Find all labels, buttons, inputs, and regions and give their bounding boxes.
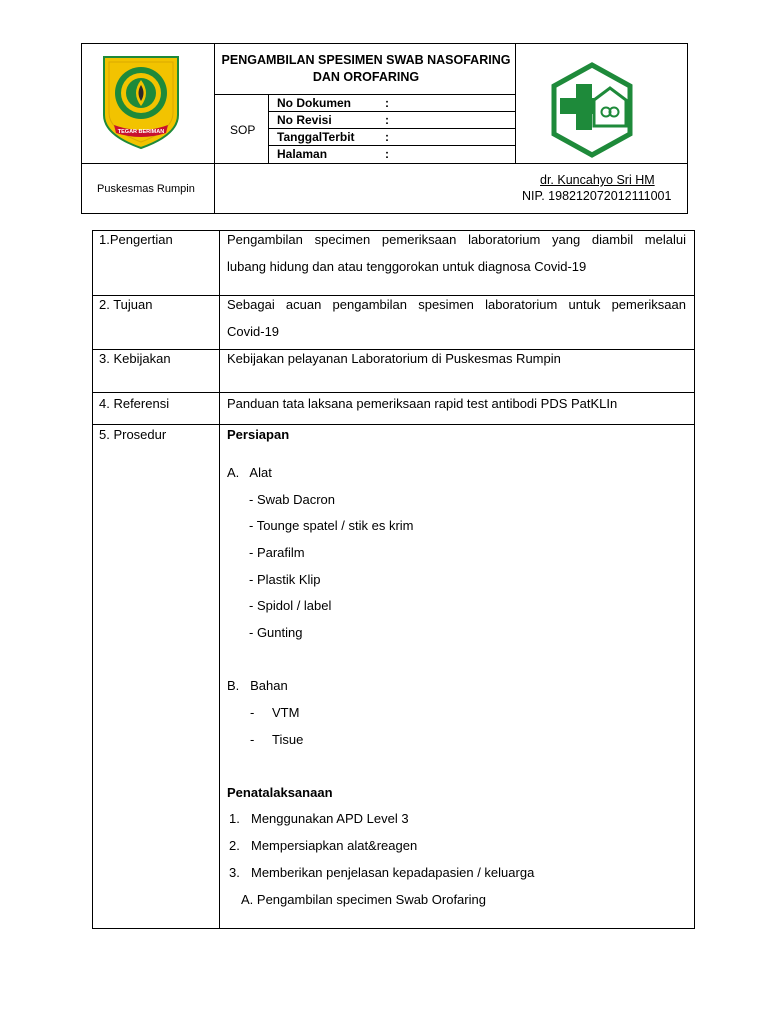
bahan-heading: B. Bahan [227, 678, 288, 693]
tujuan-line-1: Sebagai acuan pengambilan spesimen laboratorium untuk pemeriksaan [227, 297, 686, 312]
row-label-prosedur: 5. Prosedur [99, 427, 167, 442]
signer-nip: NIP. 198212072012111001 [522, 189, 672, 203]
header-border-bottom [81, 213, 688, 214]
document-title: PENGAMBILAN SPESIMEN SWAB NASOFARING DAN OROFARING [221, 53, 511, 84]
step-text: Memberikan penjelasan kepadapasien / keluarga [251, 865, 535, 880]
referensi-text: Panduan tata laksana pemeriksaan rapid test antibodi PDS PatKLIn [227, 396, 618, 411]
alat-item: - Plastik Klip [249, 572, 321, 587]
logo-motto: TEGAR BERIMAN [117, 129, 165, 135]
penatalaksanaan-heading: Penatalaksanaan [227, 785, 333, 800]
meta-sep-tanggal: : [385, 130, 389, 144]
step-text: Menggunakan APD Level 3 [251, 811, 409, 826]
kebijakan-text: Kebijakan pelayanan Laboratorium di Puskesmas Rumpin [227, 351, 561, 366]
signer-name: dr. Kuncahyo Sri HM [540, 173, 655, 187]
tujuan-line-2: Covid-19 [227, 324, 280, 339]
pengertian-line-1: Pengambilan specimen pemeriksaan laboratorium yang diambil melalui [227, 232, 686, 247]
row-divider-4 [92, 424, 695, 425]
puskesmas-logo [550, 62, 634, 158]
alat-item: - Tounge spatel / stik es krim [249, 518, 414, 533]
table-border-left [92, 230, 93, 929]
organization-name: Puskesmas Rumpin [97, 183, 195, 195]
table-border-bottom [92, 928, 695, 929]
table-column-divider [219, 230, 220, 929]
header-title-divider [214, 94, 516, 95]
bogor-regency-logo [100, 53, 182, 150]
bahan-item-dash: - [250, 732, 255, 747]
meta-label-halaman: Halaman [277, 147, 328, 161]
header-border-left [81, 43, 82, 214]
table-border-top [92, 230, 695, 231]
row-divider-2 [92, 349, 695, 350]
step-text: Mempersiapkan alat&reagen [251, 838, 418, 853]
sub-heading-orofaring: A. Pengambilan specimen Swab Orofaring [241, 892, 486, 907]
meta-sep-halaman: : [385, 147, 389, 161]
meta-sep-dokumen: : [385, 96, 389, 110]
alat-heading: A. Alat [227, 465, 272, 480]
row-label-kebijakan: 3. Kebijakan [99, 351, 171, 366]
pengertian-line-2: lubang hidung dan atau tenggorokan untuk diagnosa Covid-19 [227, 259, 587, 274]
alat-item: - Swab Dacron [249, 492, 335, 507]
row-label-referensi: 4. Referensi [99, 396, 170, 411]
meta-label-dokumen: No Dokumen [277, 96, 352, 110]
bahan-item: Tisue [272, 732, 304, 747]
meta-sep-revisi: : [385, 113, 389, 127]
header-border-right [687, 43, 688, 214]
row-label-pengertian: 1.Pengertian [99, 232, 173, 247]
bahan-item-dash: - [250, 705, 255, 720]
header-border-top [81, 43, 688, 44]
sop-label: SOP [230, 123, 256, 137]
alat-item: - Parafilm [249, 545, 305, 560]
meta-row-line-3 [268, 145, 516, 146]
bahan-item: VTM [272, 705, 300, 720]
header-divider-1 [214, 43, 215, 214]
header-divider-h [81, 163, 688, 164]
meta-label-tanggal: TanggalTerbit [277, 130, 355, 144]
row-divider-3 [92, 392, 695, 393]
table-border-right [694, 230, 695, 929]
step-number: 2. [229, 838, 240, 853]
step-number: 1. [229, 811, 240, 826]
row-divider-1 [92, 295, 695, 296]
meta-row-line-2 [268, 128, 516, 129]
alat-item: - Spidol / label [249, 598, 332, 613]
meta-row-line-1 [268, 111, 516, 112]
row-label-tujuan: 2. Tujuan [99, 297, 153, 312]
sop-divider [268, 94, 269, 164]
alat-item: - Gunting [249, 625, 303, 640]
step-number: 3. [229, 865, 240, 880]
persiapan-heading: Persiapan [227, 427, 290, 442]
meta-label-revisi: No Revisi [277, 113, 332, 127]
